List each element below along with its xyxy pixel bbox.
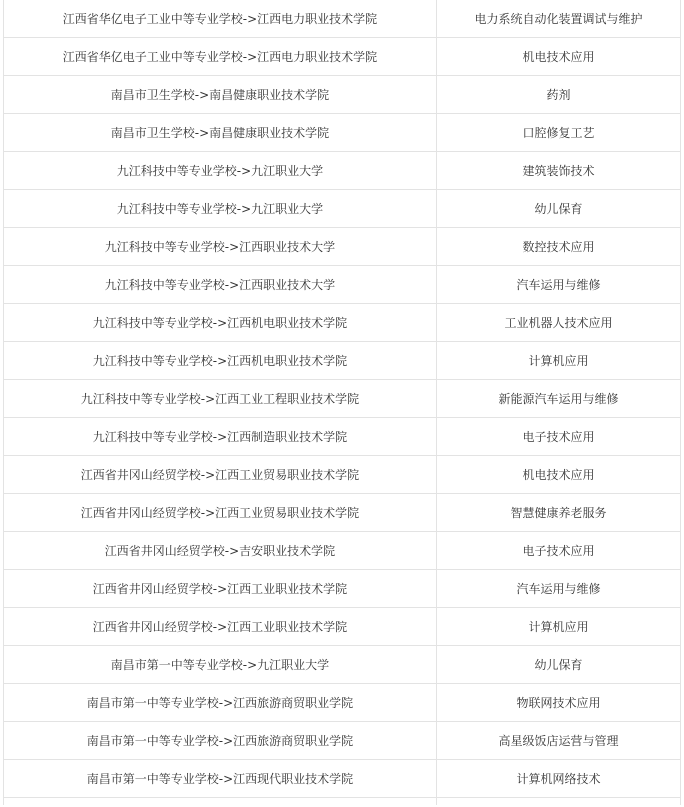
table-row: [4, 570, 680, 608]
table-row: [4, 152, 680, 190]
school-cell: 九江科技中等专业学校->江西机电职业技术学院: [4, 342, 437, 379]
table-row: [4, 722, 680, 760]
major-cell: 工业机器人技术应用: [504, 316, 613, 330]
table-row: [4, 228, 680, 266]
major-cell: 机电技术应用: [522, 468, 595, 482]
school-cell: 南昌市卫生学校->南昌健康职业技术学院: [4, 114, 437, 151]
major-cell: 高星级饭店运营与管理: [498, 734, 619, 748]
table-row: [4, 646, 680, 684]
school-cell: 江西省华亿电子工业中等专业学校->江西电力职业技术学院: [4, 0, 437, 37]
table-row: [4, 608, 680, 646]
major-cell: 智慧健康养老服务: [510, 506, 607, 520]
major-cell: 药剂: [546, 88, 571, 102]
table-row: [4, 418, 680, 456]
school-cell: 九江科技中等专业学校->江西职业技术大学: [4, 266, 437, 303]
school-cell: 九江科技中等专业学校->江西制造职业技术学院: [4, 418, 437, 455]
major-cell: 电力系统自动化装置调试与维护: [474, 12, 643, 26]
school-cell: 江西省井冈山经贸学校->江西工业贸易职业技术学院: [4, 494, 437, 531]
school-cell: 九江科技中等专业学校->九江职业大学: [4, 190, 437, 227]
school-cell: 九江科技中等专业学校->江西机电职业技术学院: [4, 304, 437, 341]
major-cell: 电子技术应用: [522, 430, 595, 444]
school-cell: 南昌市第一中等专业学校->江西旅游商贸职业学院: [4, 684, 437, 721]
table-row: [4, 114, 680, 152]
major-cell: 计算机网络技术: [516, 772, 601, 786]
major-cell: [437, 798, 680, 805]
table-row: [4, 760, 680, 798]
school-cell: 江西省井冈山经贸学校->江西工业贸易职业技术学院: [4, 456, 437, 493]
major-cell: 计算机应用: [528, 354, 589, 368]
major-cell: 口腔修复工艺: [522, 126, 595, 140]
major-cell: 建筑装饰技术: [522, 164, 595, 178]
major-cell: 汽车运用与维修: [516, 582, 601, 596]
major-cell: 新能源汽车运用与维修: [498, 392, 619, 406]
table-row: [4, 494, 680, 532]
school-cell: [4, 798, 437, 805]
major-cell: 幼儿保育: [534, 202, 583, 216]
school-cell: 南昌市卫生学校->南昌健康职业技术学院: [4, 76, 437, 113]
table-row: [4, 532, 680, 570]
school-cell: 江西省井冈山经贸学校->江西工业职业技术学院: [4, 570, 437, 607]
school-cell: 江西省华亿电子工业中等专业学校->江西电力职业技术学院: [4, 38, 437, 75]
major-cell: 数控技术应用: [522, 240, 595, 254]
school-cell: 南昌市第一中等专业学校->九江职业大学: [4, 646, 437, 683]
table-row: [4, 798, 680, 805]
table-row: [4, 304, 680, 342]
table-row: [4, 76, 680, 114]
school-cell: 南昌市第一中等专业学校->江西现代职业技术学院: [4, 760, 437, 797]
enrollment-table: [3, 0, 681, 805]
table-row: [4, 684, 680, 722]
table-row: [4, 266, 680, 304]
school-cell: 南昌市第一中等专业学校->江西旅游商贸职业学院: [4, 722, 437, 759]
major-cell: 物联网技术应用: [516, 696, 601, 710]
school-cell: 九江科技中等专业学校->江西职业技术大学: [4, 228, 437, 265]
major-cell: 计算机应用: [528, 620, 589, 634]
major-cell: 汽车运用与维修: [516, 278, 601, 292]
table-row: [4, 380, 680, 418]
table-row: [4, 0, 680, 38]
school-cell: 九江科技中等专业学校->九江职业大学: [4, 152, 437, 189]
major-cell: 电子技术应用: [522, 544, 595, 558]
school-cell: 江西省井冈山经贸学校->吉安职业技术学院: [4, 532, 437, 569]
major-cell: 机电技术应用: [522, 50, 595, 64]
table-row: [4, 38, 680, 76]
school-cell: 江西省井冈山经贸学校->江西工业职业技术学院: [4, 608, 437, 645]
school-cell: 九江科技中等专业学校->江西工业工程职业技术学院: [4, 380, 437, 417]
major-cell: 幼儿保育: [534, 658, 583, 672]
table-row: [4, 342, 680, 380]
table-row: [4, 190, 680, 228]
table-row: [4, 456, 680, 494]
